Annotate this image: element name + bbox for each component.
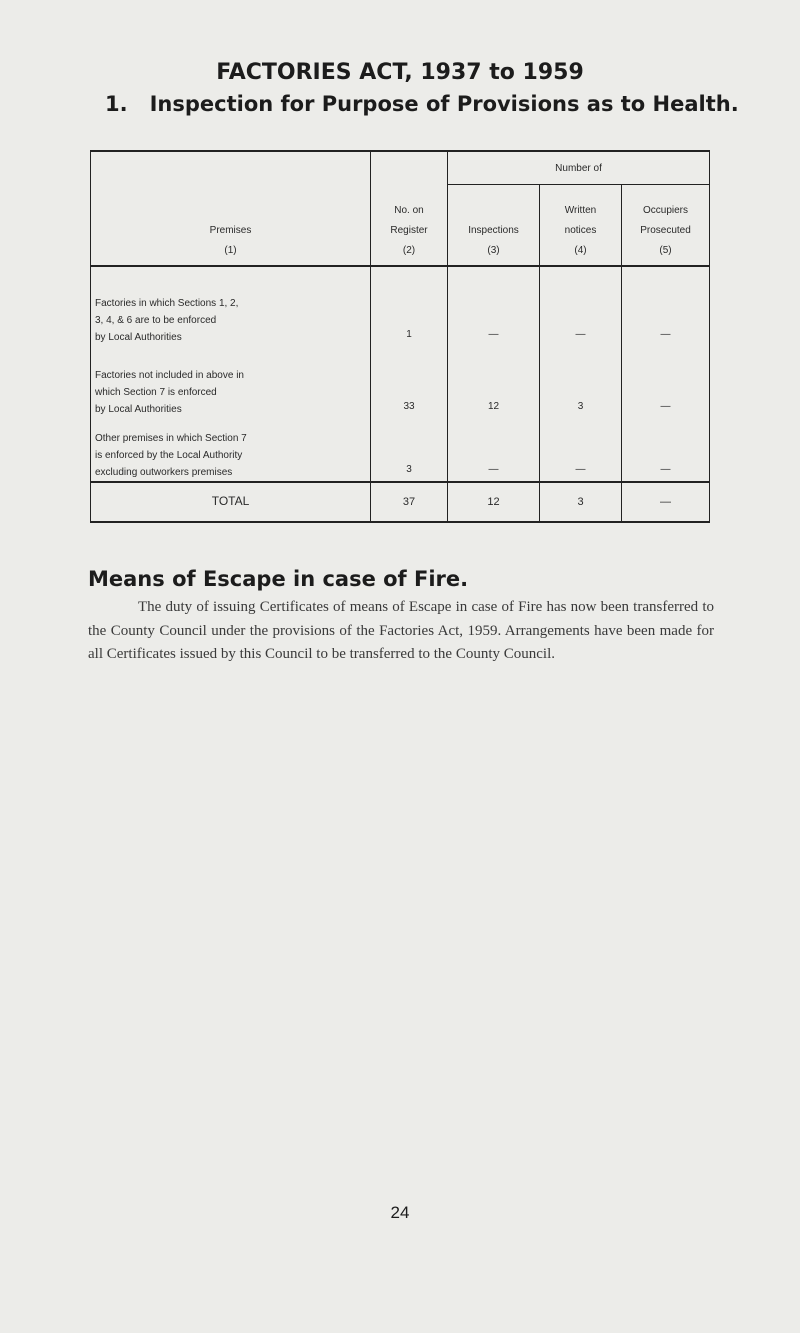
row-premises-description: Factories not included in above in which Section 7 is enforced by Local Authorities (91, 346, 371, 418)
cell-register: 3 (371, 418, 448, 482)
cell-notices: — (540, 266, 622, 346)
page-number: 24 (390, 1203, 410, 1222)
total-label: TOTAL (91, 482, 371, 522)
section-heading (105, 92, 739, 116)
table-row (91, 346, 710, 418)
cell-inspections: — (448, 418, 540, 482)
cell-notices: — (540, 418, 622, 482)
cell-prosecuted: — (622, 346, 710, 418)
table-row (91, 266, 710, 346)
cell-prosecuted: — (622, 266, 710, 346)
fire-section-heading: Means of Escape in case of Fire. (88, 567, 469, 591)
cell-inspections: — (448, 266, 540, 346)
table-row (91, 418, 710, 482)
cell-notices: 3 (540, 346, 622, 418)
total-notices: 3 (540, 482, 622, 522)
section-number: 1. (105, 92, 128, 116)
header-occupiers-prosecuted: Occupiers Prosecuted (5) (622, 185, 710, 267)
page-title: FACTORIES ACT, 1937 to 1959 (216, 60, 584, 85)
total-inspections: 12 (448, 482, 540, 522)
header-number-of: Number of (448, 151, 710, 185)
header-inspections: Inspections (3) (448, 185, 540, 267)
cell-prosecuted: — (622, 418, 710, 482)
total-register: 37 (371, 482, 448, 522)
header-register: No. on Register (2) (371, 151, 448, 266)
header-written-notices: Written notices (4) (540, 185, 622, 267)
row-premises-description: Other premises in which Section 7 is enforced by the Local Authority excluding outworkers premises (91, 418, 371, 482)
cell-register: 33 (371, 346, 448, 418)
section-title: Inspection for Purpose of Provisions as to Health. (149, 92, 739, 116)
row-premises-description: Factories in which Sections 1, 2, 3, 4, & 6 are to be enforced by Local Authorities (91, 266, 371, 346)
header-premises: Premises (1) (91, 151, 371, 266)
cell-register: 1 (371, 266, 448, 346)
inspection-table (90, 150, 710, 523)
total-prosecuted: — (622, 482, 710, 522)
cell-inspections: 12 (448, 346, 540, 418)
total-row (91, 482, 710, 522)
fire-section-paragraph: The duty of issuing Certificates of means of Escape in case of Fire has now been transferred to the County Council under the provisions of the Factories Act, 1959. Arrangements have been made for all Certificates issued by this Council to be transferred to the County Council. (88, 599, 714, 662)
